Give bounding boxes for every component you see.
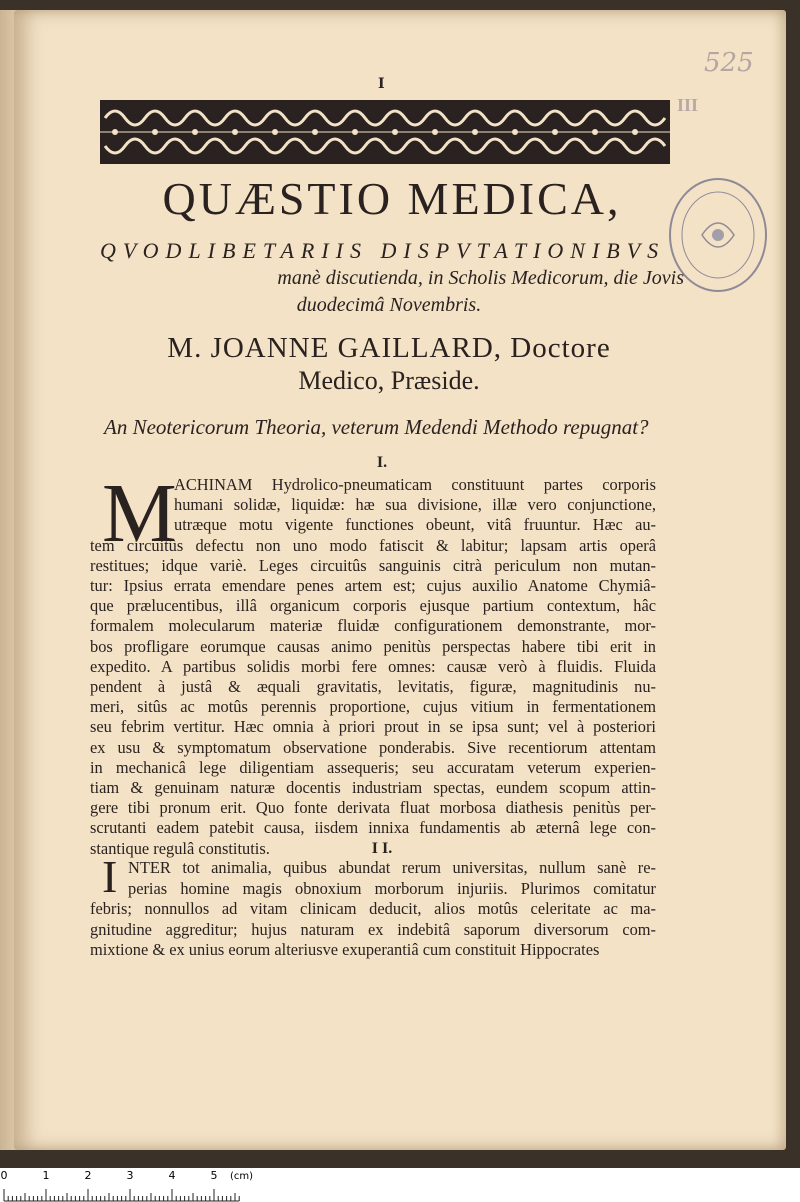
ruler-label: 1: [42, 1169, 50, 1182]
handwritten-folio-number: 525: [704, 48, 754, 78]
text-line: bos profligare eorumque causas animo penitùs perspectas habere tibi erit in: [90, 636, 656, 656]
text-line: restitues; idque variè. Leges circuitûs sanguinis citrà periculum non mutan-: [90, 555, 656, 575]
text-line: ACHINAM Hydrolico-pneumaticam constituunt partes corporis: [174, 475, 656, 494]
ruler-label: 3: [126, 1169, 134, 1182]
text-line: seu febrim vertitur. Hæc omnia à priori prout in se ipsa sunt; vel à posteriori: [90, 717, 656, 737]
text-line: formalem molecularum materiæ fluidæ configurationem demonstrante, mor-: [90, 616, 656, 636]
ruler-label: 5: [210, 1169, 218, 1182]
text-line: perias homine magis obnoxium morborum injuriis. Plurimos comitatur: [128, 878, 656, 898]
text-line: tur: Ipsius errata emendare penes artem est; cujus auxilio Anatome Chymiâ-: [90, 576, 656, 595]
dropcap-m: M: [102, 467, 177, 560]
text-line: in mechanicâ lege diligentiam assequeris; seu accuratam veterum experien-: [90, 757, 656, 777]
page-title: QUÆSTIO MEDICA,: [162, 173, 622, 224]
text-line: tiam & genuinam naturæ docentis industriam spectas, eundem scopum attin-: [90, 778, 656, 797]
subtitle-discussion: manè discutienda, in Scholis Medicorum, die Jovis: [277, 267, 684, 289]
text-line: que prælucentibus, illâ organicum corporis ejusque partium contextum, hâc: [90, 596, 656, 616]
text-line: mixtione & ex unius eorum alteriusve exuperantiâ cum constituit Hippocrates: [90, 940, 600, 960]
text-line: stantique regulâ constitutis.: [90, 838, 270, 858]
subtitle-quodlibetariis: QVODLIBETARIIS DISPVTATIONIBVS: [100, 238, 666, 263]
text-line: gere tibi pronum erit. Quo fonte derivata fluat morbosa diathesis penitùs per-: [90, 798, 656, 818]
dropcap-i: I: [102, 851, 118, 902]
headpiece-ornament: [100, 100, 670, 164]
book-page: [14, 10, 786, 1150]
text-line: meri, sitûs ac motûs perennis proportione, cujus vitium in fermentationem: [90, 697, 656, 717]
thesis-question: An Neotericorum Theoria, veterum Medendi Methodo repugnat?: [104, 415, 649, 439]
section-number-2: I I.: [371, 840, 393, 857]
praeses-title: Medico, Præside.: [298, 366, 480, 395]
text-line: utræque motu vigente functiones obeunt, vitâ fruuntur. Hæc au-: [174, 515, 656, 535]
scale-ruler: [0, 1168, 800, 1202]
ruler-label: 4: [168, 1169, 176, 1182]
text-line: scrutanti eadem patebit causa, iisdem innixa fundamentis ab æternâ lege con-: [90, 818, 656, 838]
section-number-1: I.: [376, 454, 388, 471]
text-line: febris; nonnullos ad vitam clinicam deducit, alios motûs celeritate ac ma-: [90, 899, 656, 919]
subtitle-date: duodecimâ Novembris.: [296, 294, 482, 316]
text-line: pendent à justâ & æquali gravitatis, levitatis, figuræ, magnitudinis nu-: [90, 677, 656, 696]
praeses-name: M. JOANNE GAILLARD, Doctore: [167, 332, 611, 364]
text-line: expedito. A partibus solidis morbi fere omnes: causæ verò à fluidis. Fluida: [90, 656, 656, 676]
ruler-label: 2: [84, 1169, 92, 1182]
text-line: ex usu & symptomatum observatione ponderabis. Sive recentiorum attentam: [90, 737, 656, 757]
text-line: humani solidæ, liquidæ: hæ sua divisione, illæ vero conjunctione,: [174, 495, 656, 515]
ruler-unit: (cm): [230, 1171, 254, 1182]
text-line: NTER tot animalia, quibus abundat rerum universitas, nullum sanè re-: [128, 858, 656, 877]
ruler-label: 0: [0, 1169, 8, 1182]
text-line: tem circuitûs defectu non uno modo fatiscit & labitur; lapsam artis operâ: [90, 535, 656, 555]
signature-mark: I: [378, 76, 385, 92]
roman-folio-number: III: [677, 95, 699, 115]
text-line: gnitudine aggreditur; hujus naturam ex indebitâ saporum diversorum com-: [90, 919, 656, 939]
